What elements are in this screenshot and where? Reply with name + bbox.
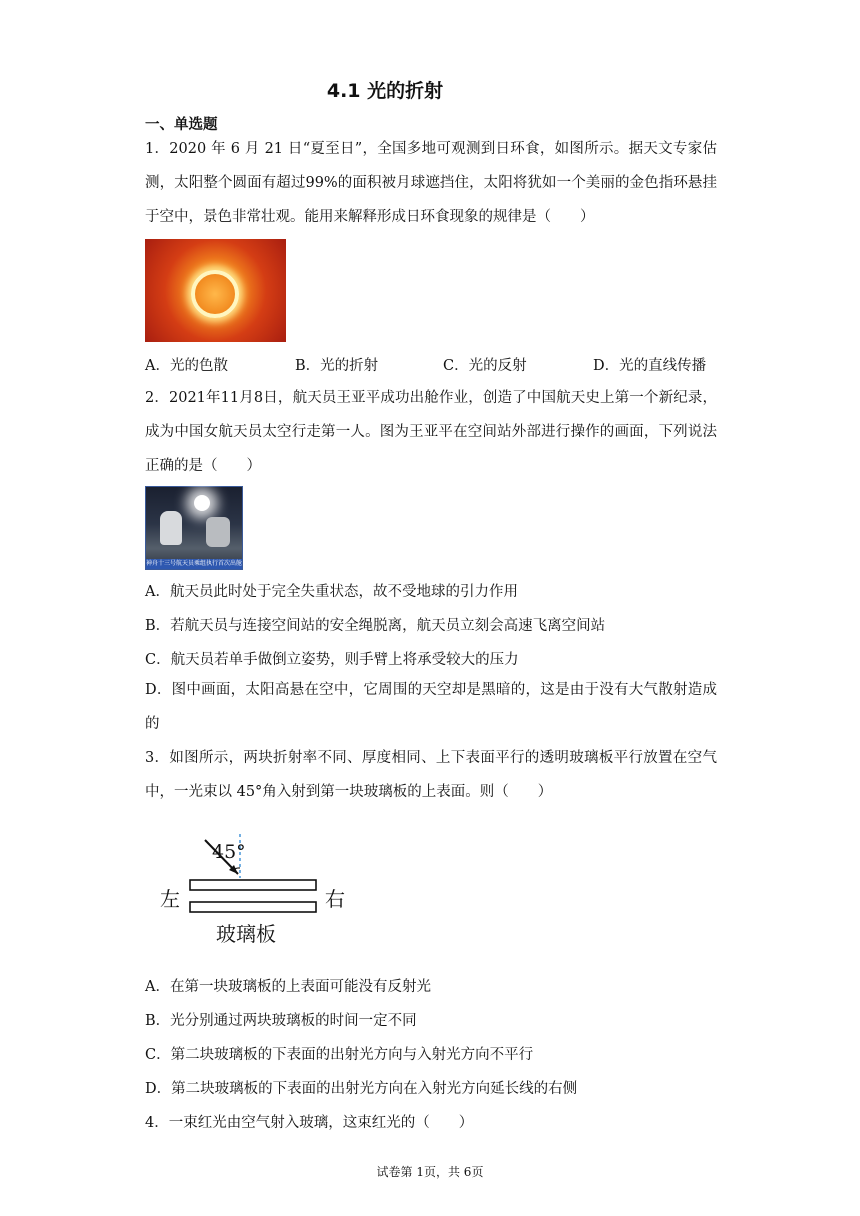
image-caption-bar: 神舟十三号航天员乘组执行首次出舱	[146, 560, 242, 567]
question-2-option-a: A．航天员此时处于完全失重状态，故不受地球的引力作用	[145, 584, 518, 600]
glass-plates-diagram	[150, 828, 360, 953]
glass-plate-1	[190, 880, 316, 890]
page-footer: 试卷第 1页，共 6页	[376, 1165, 484, 1179]
question-3-stem: 3．如图所示，两块折射率不同、厚度相同、上下表面平行的透明玻璃板平行放置在空气中，一光束以 45°角入射到第一块玻璃板的上表面。则（ ）	[145, 750, 717, 800]
astronaut-figure	[160, 511, 182, 545]
question-2-option-b: B．若航天员与连接空间站的安全绳脱离，航天员立刻会高速飞离空间站	[145, 618, 606, 634]
question-2-option-c: C．航天员若单手做倒立姿势，则手臂上将承受较大的压力	[145, 652, 519, 668]
plate-label: 玻璃板	[216, 922, 276, 946]
right-label: 右	[325, 887, 345, 911]
astronaut-figure-2	[206, 517, 230, 547]
question-3-option-c: C．第二块玻璃板的下表面的出射光方向与入射光方向不平行	[145, 1047, 534, 1063]
annular-eclipse-image	[145, 239, 286, 342]
question-3-option-b: B．光分别通过两块玻璃板的时间一定不同	[145, 1013, 417, 1029]
question-1-option-b: B．光的折射	[295, 358, 379, 374]
left-label: 左	[160, 887, 180, 911]
question-1-option-d: D．光的直线传播	[593, 358, 707, 374]
page-title: 4.1 光的折射	[326, 80, 444, 102]
question-3-option-a: A．在第一块玻璃板的上表面可能没有反射光	[145, 979, 431, 995]
sun-ring	[191, 270, 239, 318]
question-1-option-a: A．光的色散	[145, 358, 228, 374]
angle-label: 45°	[212, 841, 246, 863]
question-2-option-d: D．图中画面，太阳高悬在空中，它周围的天空却是黑暗的，这是由于没有大气散射造成的	[145, 682, 717, 732]
question-2-stem: 2．2021年11月8日，航天员王亚平成功出舱作业，创造了中国航天史上第一个新纪录，成为中国女航天员太空行走第一人。图为王亚平在空间站外部进行操作的画面，下列说法正确的是（ ）	[145, 390, 717, 474]
glass-plate-2	[190, 902, 316, 912]
astronaut-spacewalk-image	[145, 486, 243, 570]
sun-glare	[194, 495, 210, 511]
section-heading: 一、单选题	[145, 117, 218, 133]
question-3-option-d: D．第二块玻璃板的下表面的出射光方向在入射光方向延长线的右侧	[145, 1081, 578, 1097]
question-4-stem: 4．一束红光由空气射入玻璃，这束红光的（ ）	[145, 1115, 474, 1131]
question-1-stem: 1．2020 年 6 月 21 日“夏至日”，全国多地可观测到日环食，如图所示。据天文专家估测，太阳整个圆面有超过99%的面积被月球遮挡住，太阳将犹如一个美丽的金色指环悬挂于空中，景色非常壮观。能用来解释形成日环食现象的规律是（ ）	[145, 141, 717, 225]
question-1-option-c: C．光的反射	[443, 358, 527, 374]
